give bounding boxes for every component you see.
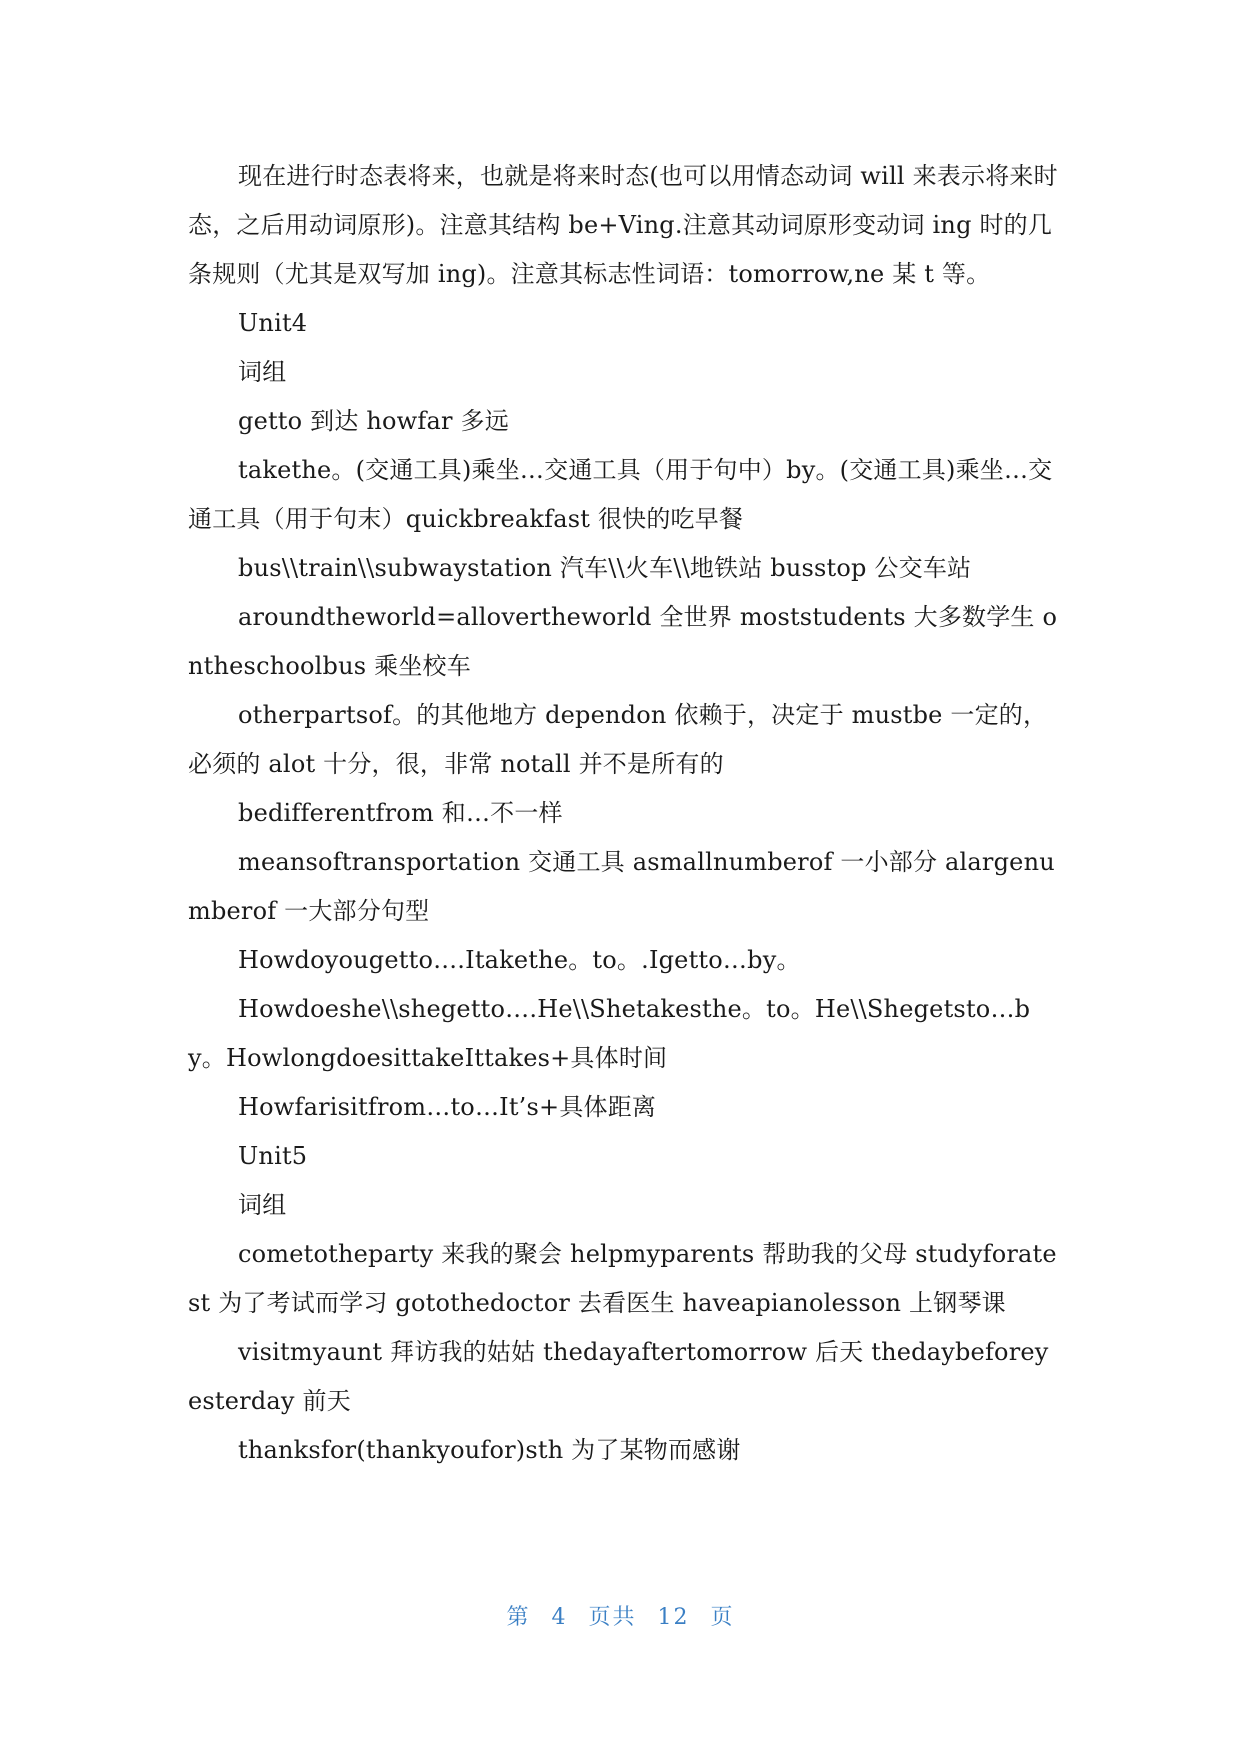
heading-phrases: 词组 bbox=[238, 1191, 287, 1219]
heading-unit4: Unit4 bbox=[238, 309, 308, 337]
footer-prefix: 第 bbox=[506, 1605, 531, 1630]
paragraph-sentence-pattern: Howdoyougetto….Itakethe。to。.Igetto…by。 bbox=[238, 946, 801, 974]
paragraph-vocab: otherpartsof。的其他地方 dependon 依赖于，决定于 mustbe 一定的，必须的 alot 十分，很，非常 notall 并不是所有的 bbox=[188, 701, 1048, 778]
page-number: 4 bbox=[551, 1605, 568, 1630]
paragraph-vocab: bus\\train\\subwaystation 汽车\\火车\\地铁站 busstop 公交车站 bbox=[238, 554, 972, 582]
paragraph-vocab: bedifferentfrom 和…不一样 bbox=[238, 799, 563, 827]
paragraph-vocab: aroundtheworld=allovertheworld 全世界 moststudents 大多数学生 ontheschoolbus 乘坐校车 bbox=[188, 603, 1058, 680]
page-total: 12 bbox=[657, 1605, 690, 1630]
heading-phrases: 词组 bbox=[238, 358, 287, 386]
paragraph-sentence-pattern: Howdoeshe\\shegetto….He\\Shetakesthe。to。He\\Shegetsto…by。HowlongdoesittakeIttakes+具体时间 bbox=[188, 995, 1031, 1072]
paragraph-vocab: meansoftransportation 交通工具 asmallnumberof 一小部分 alargenumberof 一大部分句型 bbox=[188, 848, 1055, 925]
paragraph-vocab: takethe。(交通工具)乘坐…交通工具（用于句中）by。(交通工具)乘坐…交通工具（用于句末）quickbreakfast 很快的吃早餐 bbox=[188, 456, 1053, 533]
paragraph-vocab: cometotheparty 来我的聚会 helpmyparents 帮助我的父母 studyforatest 为了考试而学习 gotothedoctor 去看医生 haveapianolesson 上钢琴课 bbox=[188, 1240, 1057, 1317]
footer-suffix: 页 bbox=[710, 1605, 735, 1630]
paragraph-vocab: visitmyaunt 拜访我的姑姑 thedayaftertomorrow 后天 thedaybeforeyesterday 前天 bbox=[188, 1338, 1049, 1415]
paragraph-vocab: thanksfor(thankyoufor)sth 为了某物而感谢 bbox=[238, 1436, 741, 1464]
footer-middle: 页共 bbox=[588, 1605, 637, 1630]
paragraph-future-tense: 现在进行时态表将来，也就是将来时态(也可以用情态动词 will 来表示将来时态，之后用动词原形)。注意其结构 be+Ving.注意其动词原形变动词 ing 时的几条规则（尤其是双写加 ing)。注意其标志性词语：tomorrow,ne 某 t 等。 bbox=[188, 162, 1058, 288]
document-body bbox=[188, 152, 1058, 1475]
page-footer bbox=[0, 1600, 1241, 1631]
paragraph-sentence-pattern: Howfarisitfrom…to…It’s+具体距离 bbox=[238, 1093, 657, 1121]
paragraph-vocab: getto 到达 howfar 多远 bbox=[238, 407, 509, 435]
heading-unit5: Unit5 bbox=[238, 1142, 308, 1170]
